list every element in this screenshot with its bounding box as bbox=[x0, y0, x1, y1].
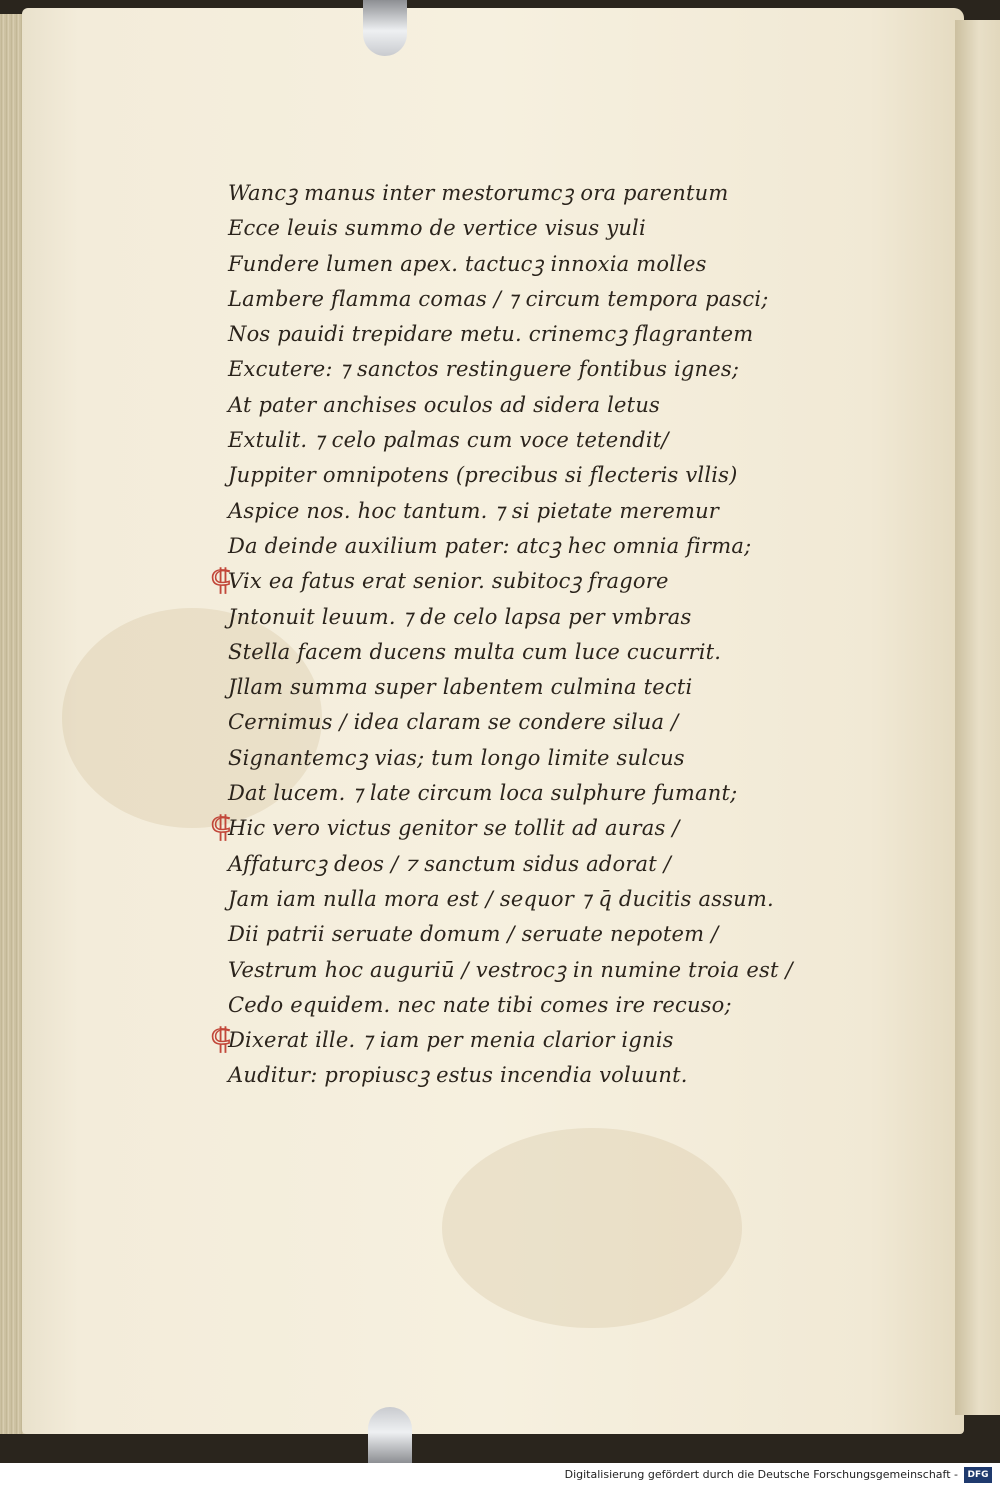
verse-line-text: At pater anchises oculos ad sidera letus bbox=[228, 392, 661, 417]
verse-line bbox=[228, 352, 828, 387]
verse-line bbox=[228, 847, 828, 882]
verse-line-text: Cedo equidem. nec nate tibi comes ire recuso; bbox=[228, 992, 732, 1017]
verse-line bbox=[210, 563, 828, 599]
verse-line bbox=[228, 458, 828, 493]
verse-line bbox=[228, 1058, 828, 1093]
verse-line bbox=[228, 388, 828, 423]
verse-line-text: Juppiter omnipotens (precibus si flecteris vllis) bbox=[228, 463, 738, 488]
verse-line-text: Vestrum hoc auguriū / vestrocꝫ in numine troia est / bbox=[228, 957, 793, 982]
verse-line bbox=[228, 741, 828, 776]
verse-line bbox=[228, 247, 828, 282]
verse-line bbox=[228, 211, 828, 246]
verse-line-text: Cernimus / idea claram se condere silua / bbox=[228, 710, 679, 735]
footer-bar bbox=[0, 1463, 1000, 1488]
verse-line-text: Affaturcꝫ deos / ⁊ sanctum sidus adorat / bbox=[228, 851, 672, 876]
verse-line-text: Stella facem ducens multa cum luce cucurrit. bbox=[228, 639, 722, 664]
verse-line bbox=[228, 917, 828, 952]
footer-credit: Digitalisierung gefördert durch die Deutsche Forschungsgemeinschaft - bbox=[564, 1468, 958, 1481]
verse-line-text: Excutere: ⁊ sanctos restinguere fontibus ignes; bbox=[228, 357, 740, 382]
verse-line-text: Extulit. ⁊ celo palmas cum voce tetendit/ bbox=[228, 428, 669, 453]
verse-line-text: Aspice nos. hoc tantum. ⁊ si pietate meremur bbox=[228, 498, 720, 523]
verse-line-text: Jntonuit leuum. ⁊ de celo lapsa per vmbras bbox=[228, 604, 692, 629]
verse-line-text: Fundere lumen apex. tactucꝫ innoxia molles bbox=[228, 251, 707, 276]
rubric-paragraph-mark: ⸿ bbox=[210, 1022, 232, 1058]
verse-line-text: Nos pauidi trepidare metu. crinemcꝫ flagrantem bbox=[228, 322, 754, 347]
verse-line-text: Dixerat ille. ⁊ iam per menia clarior ignis bbox=[228, 1028, 674, 1053]
verse-line-text: Signantemcꝫ vias; tum longo limite sulcus bbox=[228, 745, 685, 770]
paper-stain bbox=[442, 1128, 742, 1328]
verse-line bbox=[228, 635, 828, 670]
bottom-book-clip bbox=[368, 1407, 412, 1463]
top-book-clip bbox=[363, 0, 407, 56]
verse-line-text: Da deinde auxilium pater: atcꝫ hec omnia firma; bbox=[228, 533, 752, 558]
verse-line bbox=[228, 423, 828, 458]
rubric-paragraph-mark: ⸿ bbox=[210, 810, 232, 846]
verse-line-text: Dii patrii seruate domum / seruate nepotem / bbox=[228, 922, 719, 947]
verse-line bbox=[228, 600, 828, 635]
verse-line bbox=[228, 988, 828, 1023]
verse-line-text: Jllam summa super labentem culmina tecti bbox=[228, 675, 693, 700]
facing-page-edge bbox=[955, 20, 1000, 1415]
verse-line bbox=[228, 494, 828, 529]
verse-line-text: Vix ea fatus erat senior. subitocꝫ fragore bbox=[228, 569, 669, 594]
verse-line bbox=[228, 529, 828, 564]
verse-line bbox=[228, 882, 828, 917]
verse-line-text: Lambere flamma comas / ⁊ circum tempora pasci; bbox=[228, 286, 769, 311]
rubric-paragraph-mark: ⸿ bbox=[210, 563, 232, 599]
verse-line-text: Jam iam nulla mora est / sequor ⁊ q̄ ducitis assum. bbox=[228, 886, 774, 911]
dfg-logo: DFG bbox=[964, 1467, 992, 1483]
verse-line bbox=[228, 176, 828, 211]
verse-line bbox=[228, 776, 828, 811]
verse-line bbox=[210, 810, 828, 846]
verse-line-text: Wancꝫ manus inter mestorumcꝫ ora parentum bbox=[228, 181, 729, 205]
verse-line-text: Auditur: propiuscꝫ estus incendia voluunt. bbox=[228, 1063, 688, 1088]
verse-line bbox=[228, 670, 828, 705]
verse-line bbox=[228, 953, 828, 988]
verse-line bbox=[228, 282, 828, 317]
verse-line-text: Dat lucem. ⁊ late circum loca sulphure fumant; bbox=[228, 781, 738, 806]
verse-line bbox=[210, 1022, 828, 1058]
verse-line bbox=[228, 317, 828, 352]
verse-line bbox=[228, 705, 828, 740]
verse-line-text: Hic vero victus genitor se tollit ad auras / bbox=[228, 816, 680, 841]
verse-line-text: Ecce leuis summo de vertice visus yuli bbox=[228, 216, 646, 241]
verse-text-block bbox=[210, 176, 828, 1094]
